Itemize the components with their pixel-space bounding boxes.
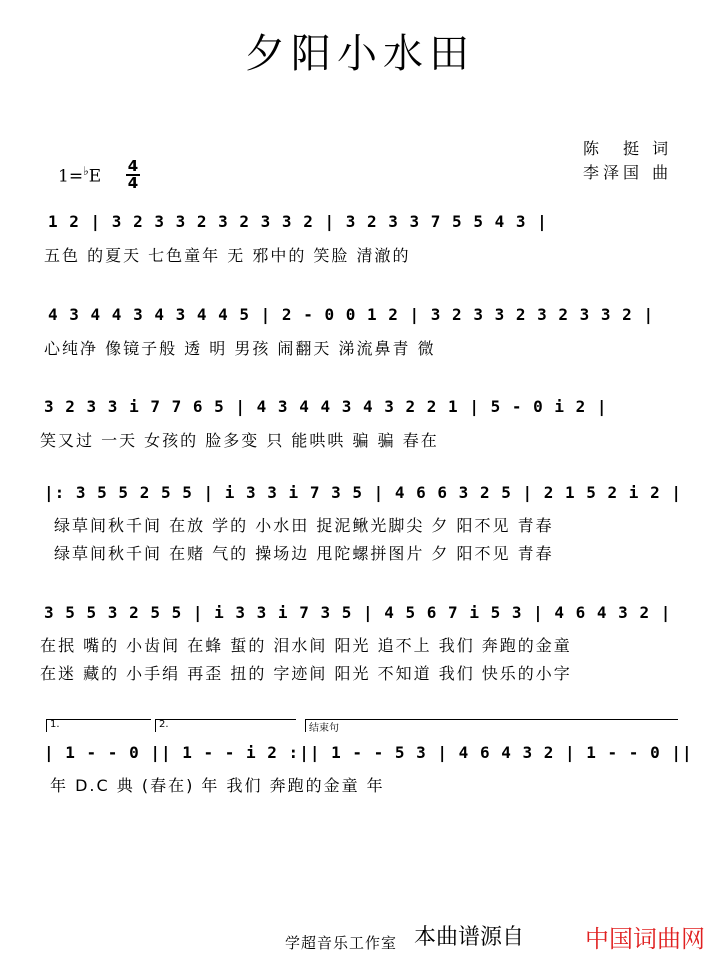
key-signature: [58, 164, 101, 187]
volta-second: [155, 719, 296, 732]
lyric-line: 笑又过 一天 女孩的 脸多变 只 能哄哄 骗 骗 春在: [40, 431, 439, 450]
site-logo-text: 中国词曲网: [585, 925, 705, 953]
lyric-line: 五色 的夏天 七色童年 无 邪中的 笑脸 清澈的: [44, 246, 411, 265]
lyric-line: 心纯净 像镜子般 透 明 男孩 闹翻天 涕流鼻青 微: [44, 339, 436, 358]
key-label: 1=: [58, 166, 84, 187]
source-text: 本曲谱源自: [414, 925, 525, 950]
volta-first: [46, 719, 151, 732]
notation-row: 4 3 4 4 3 4 3 4 4 5 | 2 - 0 0 1 2 | 3 2 3 3 2 3 2 3 3 2 |: [48, 305, 655, 324]
volta-first-label: 1.: [50, 719, 60, 730]
lyric-line: 绿草间秋千间 在赌 气的 操场边 甩陀螺拼图片 夕 阳不见 青春: [54, 544, 554, 563]
lyric-line: 在抿 嘴的 小齿间 在蜂 蜇的 泪水间 阳光 追不上 我们 奔跑的金童: [40, 636, 572, 655]
time-sig-top: 4: [127, 157, 139, 175]
time-signature: [126, 157, 140, 192]
notation-row: 1 2 | 3 2 3 3 2 3 2 3 3 2 | 3 2 3 3 7 5 5 4 3 |: [48, 212, 548, 231]
studio-watermark: 学超音乐工作室: [285, 934, 398, 952]
lyricist-credit: 陈 挺 词: [583, 139, 673, 158]
lyric-line: 年 D.C 典 (春在) 年 我们 奔跑的金童 年: [50, 776, 385, 795]
volta-ending-label: 结束句: [309, 723, 339, 734]
key-note: E: [88, 166, 102, 187]
flat-symbol: ♭: [83, 164, 89, 178]
volta-second-label: 2.: [159, 719, 169, 730]
notation-row: | 1 - - 0 || 1 - - i 2 :|| 1 - - 5 3 | 4 6 4 3 2 | 1 - - 0 ||: [44, 743, 693, 762]
notation-row: 3 2 3 3 i 7 7 6 5 | 4 3 4 4 3 4 3 2 2 1 | 5 - 0 i 2 |: [44, 397, 608, 416]
lyric-line: 绿草间秋千间 在放 学的 小水田 捉泥鳅光脚尖 夕 阳不见 青春: [54, 516, 554, 535]
song-title: 夕阳小水田: [245, 31, 475, 77]
lyric-line: 在迷 藏的 小手绢 再歪 扭的 字迹间 阳光 不知道 我们 快乐的小字: [40, 664, 572, 683]
volta-ending: [305, 719, 678, 732]
notation-row: |: 3 5 5 2 5 5 | i 3 3 i 7 3 5 | 4 6 6 3 2 5 | 2 1 5 2 i 2 |: [44, 483, 682, 502]
time-sig-bottom: 4: [127, 174, 139, 192]
composer-credit: 李泽国 曲: [583, 163, 673, 182]
notation-row: 3 5 5 3 2 5 5 | i 3 3 i 7 3 5 | 4 5 6 7 i 5 3 | 4 6 4 3 2 |: [44, 603, 672, 622]
